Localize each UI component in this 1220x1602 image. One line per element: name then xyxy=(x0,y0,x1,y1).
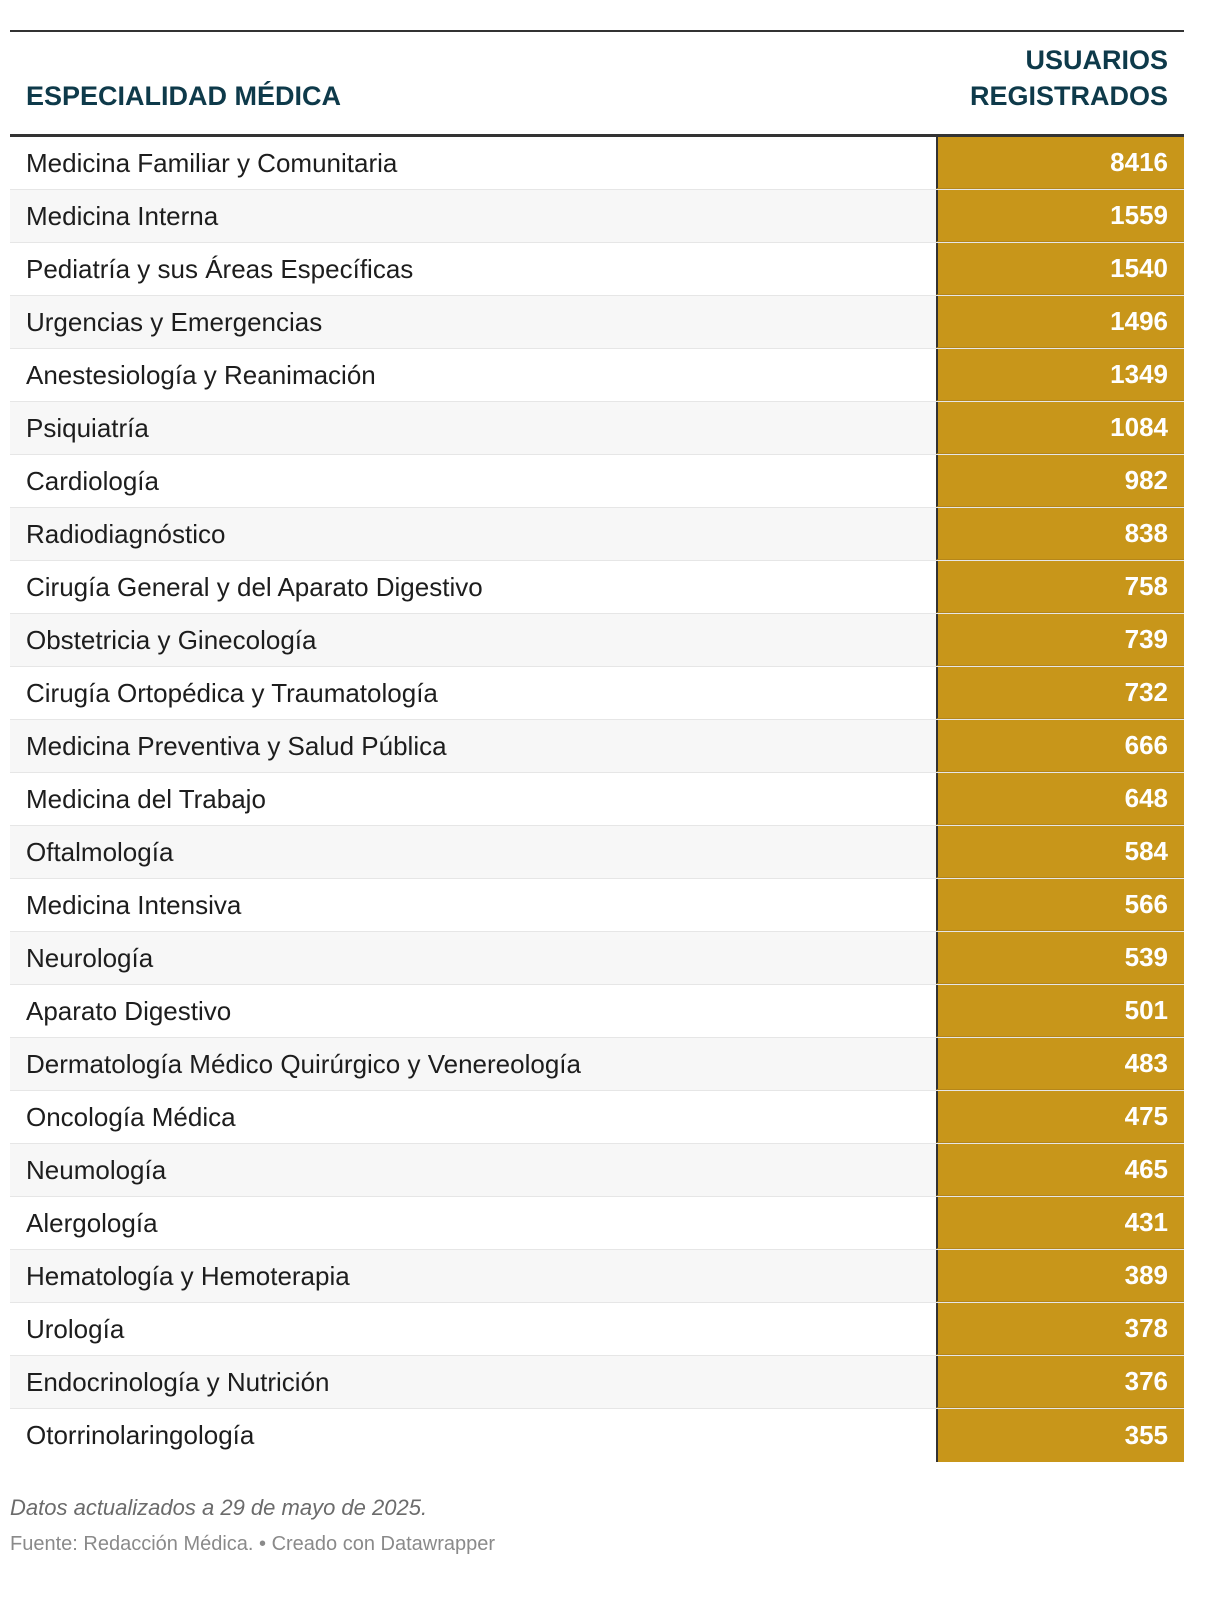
table-row xyxy=(10,243,1184,296)
users-value-cell: 758 xyxy=(936,561,1184,613)
table-footer xyxy=(10,1493,495,1559)
specialty-cell: Cirugía Ortopédica y Traumatología xyxy=(10,667,936,719)
users-value-cell: 584 xyxy=(936,826,1184,878)
users-value-cell: 8416 xyxy=(936,137,1184,189)
specialty-cell: Urgencias y Emergencias xyxy=(10,296,936,348)
users-value-cell: 376 xyxy=(936,1356,1184,1408)
table-row xyxy=(10,1197,1184,1250)
users-value-cell: 465 xyxy=(936,1144,1184,1196)
specialty-cell: Radiodiagnóstico xyxy=(10,508,936,560)
header-users[interactable] xyxy=(936,32,1184,134)
users-value-cell: 389 xyxy=(936,1250,1184,1302)
table-row xyxy=(10,773,1184,826)
users-value-cell: 1084 xyxy=(936,402,1184,454)
users-value-cell: 431 xyxy=(936,1197,1184,1249)
specialty-cell: Psiquiatría xyxy=(10,402,936,454)
specialty-cell: Oftalmología xyxy=(10,826,936,878)
specialty-cell: Medicina Interna xyxy=(10,190,936,242)
table-row xyxy=(10,1303,1184,1356)
table-row xyxy=(10,508,1184,561)
users-value-cell: 1496 xyxy=(936,296,1184,348)
table-row xyxy=(10,190,1184,243)
table-body xyxy=(10,137,1184,1462)
users-value-cell: 539 xyxy=(936,932,1184,984)
table-row xyxy=(10,720,1184,773)
table-row xyxy=(10,614,1184,667)
table-row xyxy=(10,1144,1184,1197)
users-value-cell: 355 xyxy=(936,1409,1184,1462)
users-value-cell: 648 xyxy=(936,773,1184,825)
users-value-cell: 982 xyxy=(936,455,1184,507)
users-value-cell: 483 xyxy=(936,1038,1184,1090)
users-value-cell: 838 xyxy=(936,508,1184,560)
table-row xyxy=(10,932,1184,985)
users-value-cell: 378 xyxy=(936,1303,1184,1355)
users-value-cell: 1349 xyxy=(936,349,1184,401)
update-note: Datos actualizados a 29 de mayo de 2025. xyxy=(10,1495,428,1520)
source-credit: Fuente: Redacción Médica. • Creado con Datawrapper xyxy=(10,1533,496,1555)
users-value-cell: 475 xyxy=(936,1091,1184,1143)
header-specialty[interactable] xyxy=(10,32,936,134)
table-row xyxy=(10,1038,1184,1091)
specialty-cell: Cirugía General y del Aparato Digestivo xyxy=(10,561,936,613)
users-value-cell: 666 xyxy=(936,720,1184,772)
specialty-cell: Urología xyxy=(10,1303,936,1355)
table-row xyxy=(10,455,1184,508)
specialty-cell: Neurología xyxy=(10,932,936,984)
specialty-cell: Dermatología Médico Quirúrgico y Venereología xyxy=(10,1038,936,1090)
table-row xyxy=(10,1091,1184,1144)
specialty-cell: Pediatría y sus Áreas Específicas xyxy=(10,243,936,295)
specialty-cell: Cardiología xyxy=(10,455,936,507)
specialty-cell: Alergología xyxy=(10,1197,936,1249)
specialty-cell: Medicina Preventiva y Salud Pública xyxy=(10,720,936,772)
users-value-cell: 1559 xyxy=(936,190,1184,242)
specialty-cell: Otorrinolaringología xyxy=(10,1409,936,1462)
specialty-cell: Oncología Médica xyxy=(10,1091,936,1143)
header-specialty-label: ESPECIALIDAD MÉDICA xyxy=(26,81,342,111)
specialty-cell: Hematología y Hemoterapia xyxy=(10,1250,936,1302)
users-value-cell: 1540 xyxy=(936,243,1184,295)
table-row xyxy=(10,879,1184,932)
table-row xyxy=(10,402,1184,455)
specialty-cell: Obstetricia y Ginecología xyxy=(10,614,936,666)
table-row xyxy=(10,296,1184,349)
specialty-cell: Medicina Intensiva xyxy=(10,879,936,931)
specialty-cell: Medicina Familiar y Comunitaria xyxy=(10,137,936,189)
table-row xyxy=(10,561,1184,614)
data-table xyxy=(10,30,1184,1462)
table-row xyxy=(10,349,1184,402)
specialty-cell: Aparato Digestivo xyxy=(10,985,936,1037)
table-row xyxy=(10,137,1184,190)
users-value-cell: 566 xyxy=(936,879,1184,931)
specialty-cell: Endocrinología y Nutrición xyxy=(10,1356,936,1408)
header-users-label-line1: USUARIOS xyxy=(1025,45,1168,75)
users-value-cell: 732 xyxy=(936,667,1184,719)
table-header xyxy=(10,32,1184,137)
specialty-cell: Medicina del Trabajo xyxy=(10,773,936,825)
table-row xyxy=(10,1356,1184,1409)
users-value-cell: 739 xyxy=(936,614,1184,666)
table-row xyxy=(10,826,1184,879)
users-value-cell: 501 xyxy=(936,985,1184,1037)
table-row xyxy=(10,1250,1184,1303)
header-users-label-line2: REGISTRADOS xyxy=(969,81,1168,111)
specialty-cell: Anestesiología y Reanimación xyxy=(10,349,936,401)
table-row xyxy=(10,985,1184,1038)
table-row xyxy=(10,1409,1184,1462)
table-row xyxy=(10,667,1184,720)
specialty-cell: Neumología xyxy=(10,1144,936,1196)
